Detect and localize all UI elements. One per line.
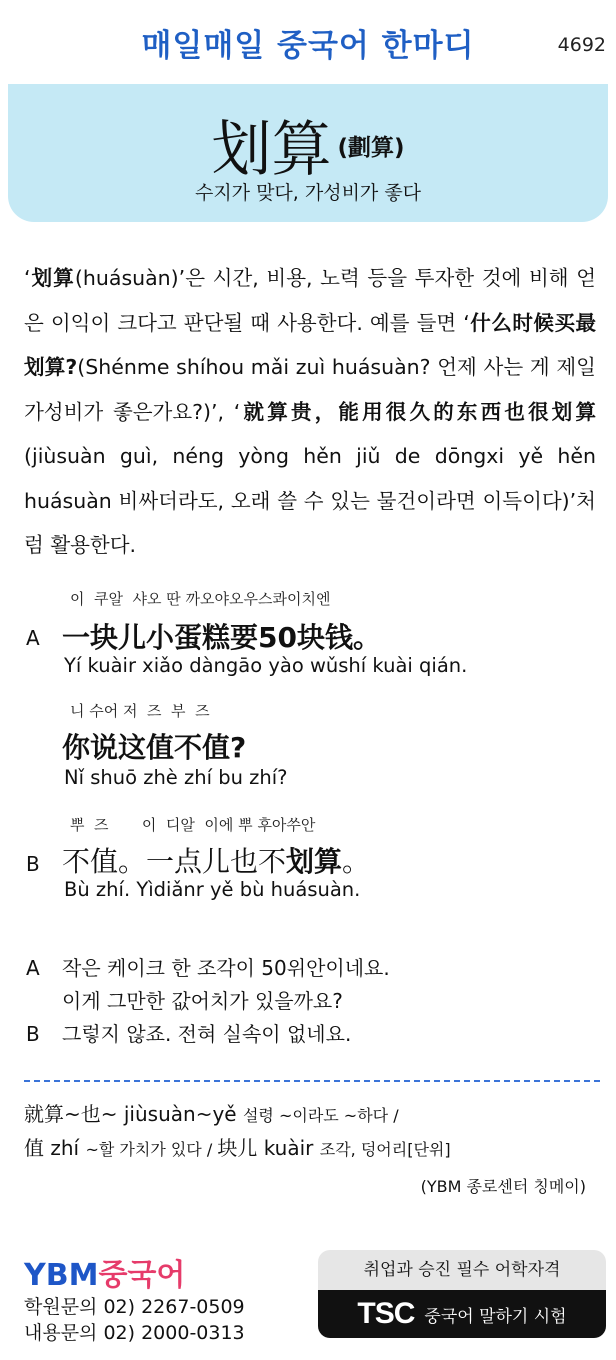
dialogue-line-2 [26,700,596,790]
term-banner [8,84,608,222]
vocab-word: 块儿 kuàir [217,1136,320,1160]
vocab-line-2 [24,1132,604,1166]
vocab-word: 值 zhí [24,1136,86,1160]
dialogue-hanzi [62,840,370,880]
term-hanzi: 划算 [211,115,332,185]
dialogue-line-3 [26,814,596,904]
translation-text: 이게 그만한 값어치가 있을까요? [62,989,343,1013]
hanzi-part: 。 [342,845,371,878]
expl-part: (jiùsuàn guì, néng yòng hěn jiǔ de dōngxi yě hěn huásuàn 비싸더라도, 오래 쓸 수 있는 물건이라면 이득이다)’처럼 활용한다. [24,444,596,557]
dialogue-hanzi: 你说这值不值? [62,731,247,764]
speaker-label: B [26,852,40,876]
tsc-tagline: 취업과 승진 필수 어학자격 [363,1260,561,1280]
term-row [8,102,608,188]
speaker-label: B [26,1022,40,1046]
author-credit: (YBM 종로센터 칭메이) [420,1177,586,1196]
contact-content: 내용문의 02) 2000-0313 [24,1322,245,1344]
issue-number: 4692 [557,34,606,56]
dashed-divider [24,1080,600,1082]
ybm-logo [24,1250,185,1294]
term-traditional: (劃算) [337,134,405,161]
translation-row [26,1018,390,1051]
ruby-pronunciation: 이 쿠알 샤오 딴 까오야오우스콰이치엔 [70,590,331,608]
expl-part: (huásuàn)’은 시간, 비용, 노력 등을 투자한 것에 비해 얻은 이익이 크다고 판단될 때 사용한다. 예를 들면 ‘ [24,266,596,335]
expl-example-1: 什么时候买最划算? [24,310,596,379]
contact-academy: 학원문의 02) 2267-0509 [24,1296,245,1318]
explanation-paragraph [24,256,596,568]
ybm-brand-en: YBM [24,1258,99,1293]
translation-text: 그렇지 않죠. 전혀 실속이 없네요. [62,1022,352,1046]
ruby-pronunciation: 니 수어 저 즈 부 즈 [70,702,210,720]
dialogue-line-1 [26,588,596,678]
tsc-exam-name: 중국어 말하기 시험 [424,1306,567,1327]
expl-part: (Shénme shíhou mǎi zuì huásuàn? 언제 사는 게 제일 가성비가 좋은가요?)’, ‘ [24,355,596,424]
vocab-word: 就算~也~ jiùsuàn~yě [24,1102,243,1126]
translation-text: 작은 케이크 한 조각이 50위안이네요. [62,956,390,980]
dialogue-hanzi: 一块儿小蛋糕要50块钱。 [62,621,381,654]
vocabulary-notes [24,1098,604,1166]
ruby-pronunciation: 뿌 즈 이 디알 이에 뿌 후아쑤안 [70,816,316,834]
dialogue-pinyin: Nǐ shuō zhè zhí bu zhí? [64,766,288,789]
hanzi-keyword: 划算 [286,845,343,878]
vocab-meaning: 설령 ~이라도 ~하다 / [242,1106,399,1125]
speaker-label: A [26,626,40,650]
page-title: 매일매일 중국어 한마디 [141,28,475,64]
dialogue-pinyin: Bù zhí. Yìdiǎnr yě bù huásuàn. [64,878,361,901]
tsc-logo: TSC [357,1297,415,1330]
translation-row [26,952,390,985]
expl-part: ‘ [24,266,31,290]
speaker-label [26,985,62,1018]
translation-block [26,952,390,1051]
translation-row [26,985,390,1018]
vocab-meaning: 조각, 덩어리[단위] [319,1140,451,1159]
speaker-label: A [26,956,40,980]
tsc-ad-box [318,1250,606,1338]
hanzi-part: 不值。一点儿也不 [62,845,287,878]
ybm-brand-ko: 중국어 [98,1258,186,1293]
term-meaning: 수지가 맞다, 가성비가 좋다 [194,182,422,204]
tsc-banner [318,1290,606,1338]
vocab-meaning: ~할 가치가 있다 / [85,1140,218,1159]
vocab-line-1 [24,1098,604,1132]
dialogue-pinyin: Yí kuàir xiǎo dàngāo yào wǔshí kuài qián. [64,654,468,677]
expl-example-2: 就算贵，能用很久的东西也很划算 [240,399,596,424]
expl-term: 划算 [30,266,75,290]
